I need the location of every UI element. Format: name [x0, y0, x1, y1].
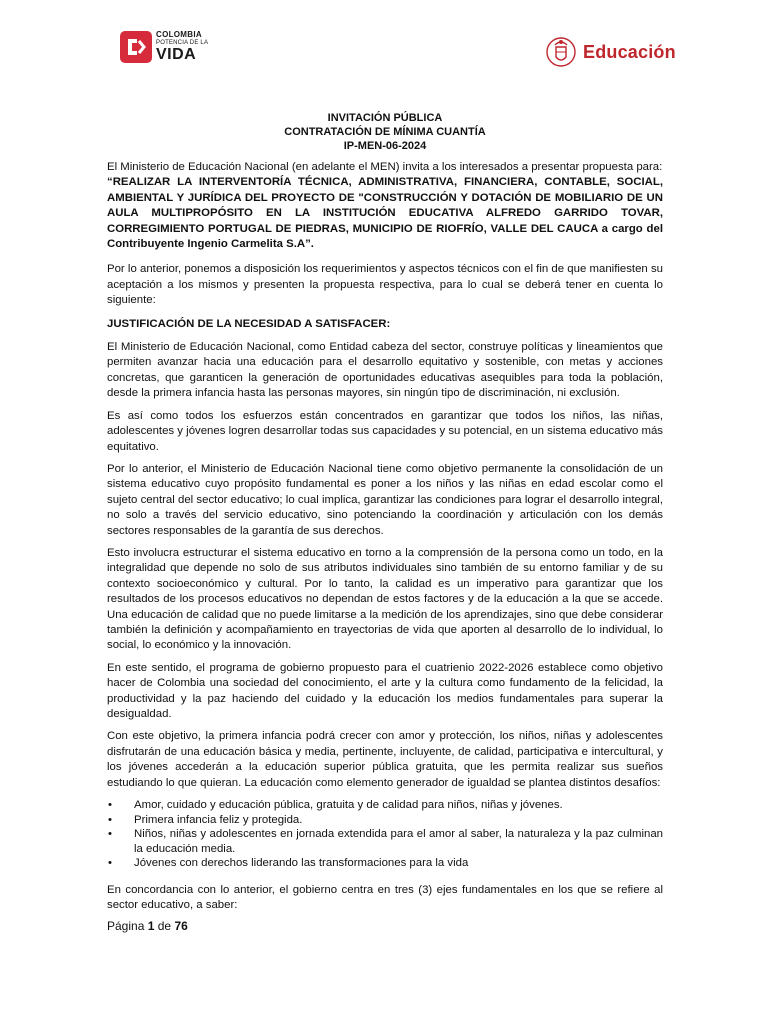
challenges-list [107, 798, 663, 871]
ministerio-educacion-logo [545, 32, 676, 72]
list-item: • Jóvenes con derechos liderando las transformaciones para la vida [134, 856, 663, 871]
paragraph-1: El Ministerio de Educación Nacional, como Entidad cabeza del sector, construye políticas y lineamientos que permiten avanzar hacia una educación para el desarrollo equitativo y sostenible, con metas y acciones concretas, que garanticen la generación de oportunidades educativas asequibles para toda la población, desde la primera infancia hasta las personas mayores, sin ningún tipo de discriminación, ni exclusión. [107, 341, 663, 400]
list-item: • Amor, cuidado y educación pública, gratuita y de calidad para niños, niñas y jóvenes. [134, 798, 663, 813]
colombia-logo-icon [120, 31, 152, 63]
page-number-footer [107, 919, 188, 933]
document-title-block [107, 111, 663, 153]
paragraph-3: Por lo anterior, el Ministerio de Educación Nacional tiene como objetivo permanente la consolidación de un sistema educativo cuyo propósito fundamental es poner a los niños y las niñas en edad escolar como el sujeto central del sector educativo; lo cual implica, garantizar las condiciones para lograr el desarrollo integral, no solo a través del servicio educativo, sino potenciando la coordinación y articulación con los demás sectores responsables de la garantía de sus derechos. [107, 462, 663, 537]
list-item: • Niños, niñas y adolescentes en jornada extendida para el amor al saber, la naturaleza y la paz culminan la educación media. [134, 827, 663, 856]
coat-of-arms-icon [545, 33, 577, 71]
page-of-label: de [157, 919, 172, 933]
paragraph-4: Esto involucra estructurar el sistema educativo en torno a la comprensión de la persona como un todo, en la integralidad que depende no solo de sus atributos individuales sino también de su entorno familiar y de su contexto socioeconómico y cultural. Por lo tanto, la calidad es un imperativo para garantizar que los resultados de los procesos educativos no dependan de estos factores y de la educación a la que se accede. Una educación de calidad que no puede limitarse a la medición de los aprendizajes, sino que debe considerar también la definición y acompañamiento en trayectorias de vida que aporten al desarrollo de lo individual, lo social, lo económico y la innovación. [107, 546, 663, 652]
requirements-paragraph: Por lo anterior, ponemos a disposición los requerimientos y aspectos técnicos con el fin de que manifiesten su aceptación a los mismos y presenten la propuesta respectiva, para lo cual se deberá tener en cuenta lo siguiente: [107, 263, 663, 307]
title-invitacion: INVITACIÓN PÚBLICA [327, 112, 443, 124]
page-number: 1 [147, 919, 155, 933]
closing-paragraph: En concordancia con lo anterior, el gobierno centra en tres (3) ejes fundamentales en los que se refiere al sector educativo, a saber: [107, 884, 663, 912]
contract-object: “REALIZAR LA INTERVENTORÍA TÉCNICA, ADMINISTRATIVA, FINANCIERA, CONTABLE, SOCIAL, AMBIENTAL Y JURÍDICA DEL PROYECTO DE "CONSTRUCCIÓN Y DOTACIÓN DE MOBILIARIO DE UN AULA MULTIPROPÓSITO EN LA INSTITUCIÓN EDUCATIVA ALFREDO GARRIDO TOVAR, CORREGIMIENTO PORTUGAL DE PIEDRAS, MUNICIPIO DE RIOFRÍO, VALLE DEL CAUCA a cargo del Contribuyente Ingenio Carmelita S.A”. [107, 176, 663, 251]
intro-paragraph [107, 160, 663, 175]
intro-text: El Ministerio de Educación Nacional (en adelante el MEN) invita a los interesados a presentar propuesta para: [107, 161, 663, 173]
educacion-wordmark: Educación [583, 41, 676, 62]
paragraph-2: Es así como todos los esfuerzos están concentrados en garantizar que todos los niños, las niñas, adolescentes y jóvenes logren desarrollar todas sus capacidades y su potencial, en un sistema educativo más equitativo. [107, 409, 663, 453]
total-pages: 76 [174, 919, 188, 933]
logo-line-vida: VIDA [156, 46, 197, 63]
document-body [107, 111, 663, 921]
logo-line-potencia: POTENCIA DE LA [156, 40, 209, 46]
page-label: Página [107, 919, 145, 933]
section-heading-justificacion: JUSTIFICACIÓN DE LA NECESIDAD A SATISFACER: [107, 317, 391, 330]
paragraph-6: Con este objetivo, la primera infancia podrá crecer con amor y protección, los niños, niñas y adolescentes disfrutarán de una educación básica y media, pertinente, incluyente, de calidad, participativa e intercultural, y los jóvenes accederán a la educación superior pública gratuita, que les permita realizar sus sueños estudiando lo que quieran. La educación como elemento generador de igualdad se plantea distintos desafíos: [107, 730, 663, 789]
logo-line-colombia: COLOMBIA [156, 30, 202, 39]
colombia-potencia-de-la-vida-logo [120, 30, 208, 64]
paragraph-5: En este sentido, el programa de gobierno propuesto para el cuatrienio 2022-2026 establece como objetivo hacer de Colombia una sociedad del conocimiento, el arte y la cultura como fundamento de la felicidad, la productividad y la paz haciendo del cuidado y la educación los medios fundamentales para superar la desigualdad. [107, 661, 663, 720]
title-contratacion: CONTRATACIÓN DE MÍNIMA CUANTÍA [284, 126, 486, 138]
title-process-code: IP-MEN-06-2024 [343, 140, 427, 152]
list-item: • Primera infancia feliz y protegida. [134, 813, 663, 828]
